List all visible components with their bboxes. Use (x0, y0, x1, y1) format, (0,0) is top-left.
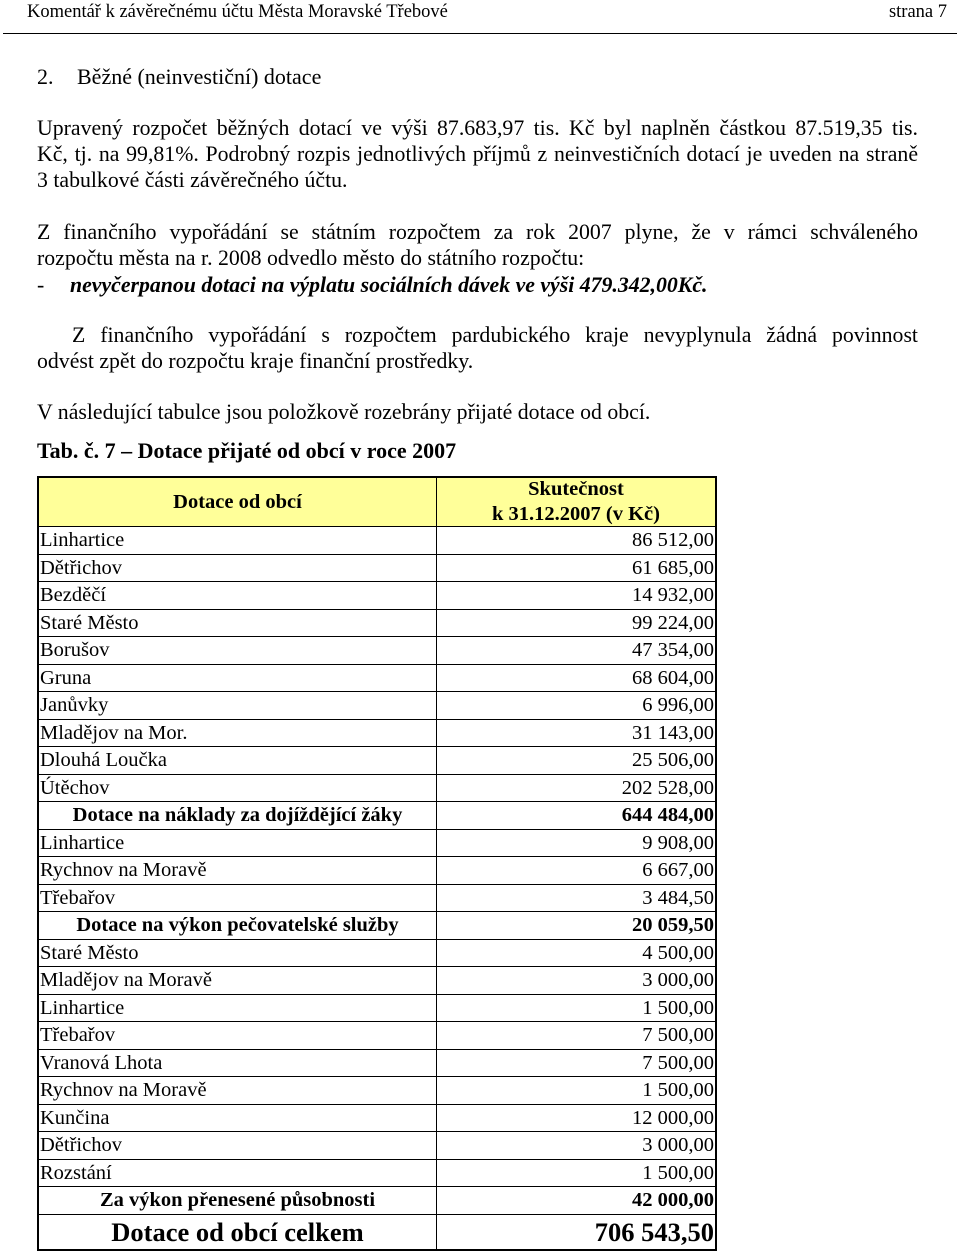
row-label: Třebařov (39, 885, 437, 912)
row-value: 1 500,00 (642, 1079, 714, 1101)
row-value: 7 500,00 (642, 1024, 714, 1046)
text-line: Z finančního vypořádání s rozpočtem pardubického kraje nevyplynula žádná povinnost (72, 323, 918, 347)
table-row (39, 1132, 715, 1160)
table-row (39, 940, 715, 968)
table-row (39, 747, 715, 775)
subtotal-value: 20 059,50 (632, 914, 714, 936)
row-label: Linhartice (39, 527, 437, 554)
bullet-marker: - (37, 273, 45, 297)
row-label: Dětřichov (39, 555, 437, 582)
subtotal-row (39, 1187, 715, 1215)
bullet-text: nevyčerpanou dotaci na výplatu sociálních dávek ve výši 479.342,00Kč. (70, 273, 708, 297)
row-value: 14 932,00 (632, 584, 714, 606)
subtotal-row (39, 802, 715, 830)
row-value: 6 996,00 (642, 694, 714, 716)
subtotal-value: 42 000,00 (632, 1189, 714, 1211)
row-label: Rychnov na Moravě (39, 1077, 437, 1104)
paragraph-table-intro (37, 399, 918, 425)
table-row (39, 1105, 715, 1133)
paragraph-state-settlement (37, 219, 918, 271)
table-row (39, 527, 715, 555)
row-label: Vranová Lhota (39, 1050, 437, 1077)
table-row (39, 830, 715, 858)
row-label: Rychnov na Moravě (39, 857, 437, 884)
paragraph-budget (37, 115, 918, 193)
subtotal-label: Dotace na výkon pečovatelské služby (39, 912, 437, 939)
subtotal-label: Za výkon přenesené působnosti (39, 1187, 437, 1214)
row-label: Staré Město (39, 610, 437, 637)
bullet-item (37, 272, 707, 298)
paragraph-region-settlement (37, 322, 918, 374)
row-value: 6 667,00 (642, 859, 714, 881)
row-value: 3 000,00 (642, 1134, 714, 1156)
row-value: 86 512,00 (632, 529, 714, 551)
table-row (39, 1160, 715, 1188)
total-row (39, 1215, 715, 1249)
text-line: 3 tabulkové části závěrečného účtu. (37, 168, 348, 192)
row-label: Třebařov (39, 1022, 437, 1049)
row-label: Dlouhá Loučka (39, 747, 437, 774)
row-value: 68 604,00 (632, 666, 714, 689)
subsidies-table (37, 476, 717, 1251)
table-row (39, 995, 715, 1023)
text-line: V následující tabulce jsou položkově rozebrány přijaté dotace od obcí. (37, 400, 651, 424)
table-row (39, 720, 715, 748)
row-label: Mladějov na Mor. (39, 720, 437, 747)
row-value: 47 354,00 (632, 639, 714, 661)
row-label: Linhartice (39, 830, 437, 857)
row-label: Dětřichov (39, 1132, 437, 1159)
header-amount-line2: k 31.12.2007 (v Kč) (492, 503, 660, 525)
row-value: 61 685,00 (632, 556, 714, 579)
page-header (3, 0, 957, 34)
table-row (39, 637, 715, 665)
subtotal-value: 644 484,00 (621, 804, 714, 826)
text-line: Upravený rozpočet běžných dotací ve výši 87.683,97 tis. Kč byl naplněn částkou 87.519,35 tis. (37, 116, 918, 140)
header-col-name: Dotace od obcí (39, 478, 437, 526)
table-row (39, 1050, 715, 1078)
row-value: 3 484,50 (642, 886, 714, 909)
subtotal-row (39, 912, 715, 940)
table-row (39, 555, 715, 583)
row-label: Staré Město (39, 940, 437, 967)
text-line: odvést zpět do rozpočtu kraje finanční prostředky. (37, 349, 474, 373)
row-value: 25 506,00 (632, 749, 714, 771)
document-title: Komentář k závěrečnému účtu Města Moravské Třebové (27, 2, 448, 22)
row-value: 7 500,00 (642, 1051, 714, 1074)
row-label: Linhartice (39, 995, 437, 1022)
subtotal-label: Dotace na náklady za dojíždějící žáky (39, 802, 437, 829)
table-header (39, 478, 715, 527)
row-label: Útěchov (39, 775, 437, 802)
row-value: 12 000,00 (632, 1106, 714, 1129)
row-label: Mladějov na Moravě (39, 967, 437, 994)
row-label: Kunčina (39, 1105, 437, 1132)
table-row (39, 665, 715, 693)
row-label: Gruna (39, 665, 437, 692)
text-line: rozpočtu města na r. 2008 odvedlo město do státního rozpočtu: (37, 246, 585, 270)
row-value: 99 224,00 (632, 611, 714, 634)
section-number: 2. (37, 64, 54, 89)
section-title: Běžné (neinvestiční) dotace (77, 64, 322, 89)
table-row (39, 1077, 715, 1105)
row-label: Borušov (39, 637, 437, 664)
table-row (39, 857, 715, 885)
row-label: Rozstání (39, 1160, 437, 1187)
row-value: 3 000,00 (642, 969, 714, 991)
row-value: 9 908,00 (642, 831, 714, 854)
table-row (39, 582, 715, 610)
row-value: 202 528,00 (621, 776, 714, 799)
row-label: Janůvky (39, 692, 437, 719)
total-label: Dotace od obcí celkem (39, 1215, 437, 1249)
table-row (39, 967, 715, 995)
table-row (39, 610, 715, 638)
row-label: Bezděčí (39, 582, 437, 609)
table-row (39, 1022, 715, 1050)
total-value: 706 543,50 (594, 1216, 714, 1247)
row-value: 1 500,00 (642, 996, 714, 1019)
header-col-amount (437, 478, 715, 526)
table-row (39, 885, 715, 913)
table-row (39, 692, 715, 720)
row-value: 31 143,00 (632, 721, 714, 744)
table-caption: Tab. č. 7 – Dotace přijaté od obcí v roce 2007 (37, 438, 457, 463)
text-line: Kč, tj. na 99,81%. Podrobný rozpis jednotlivých příjmů z neinvestičních dotací je uveden na straně (37, 142, 918, 166)
section-heading (37, 64, 321, 90)
text-line: Z finančního vypořádání se státním rozpočtem za rok 2007 plyne, že v rámci schváleného (37, 220, 918, 244)
row-value: 1 500,00 (642, 1161, 714, 1184)
header-amount-line1: Skutečnost (528, 478, 624, 500)
page-number: strana 7 (888, 2, 947, 22)
row-value: 4 500,00 (642, 941, 714, 964)
table-row (39, 775, 715, 803)
